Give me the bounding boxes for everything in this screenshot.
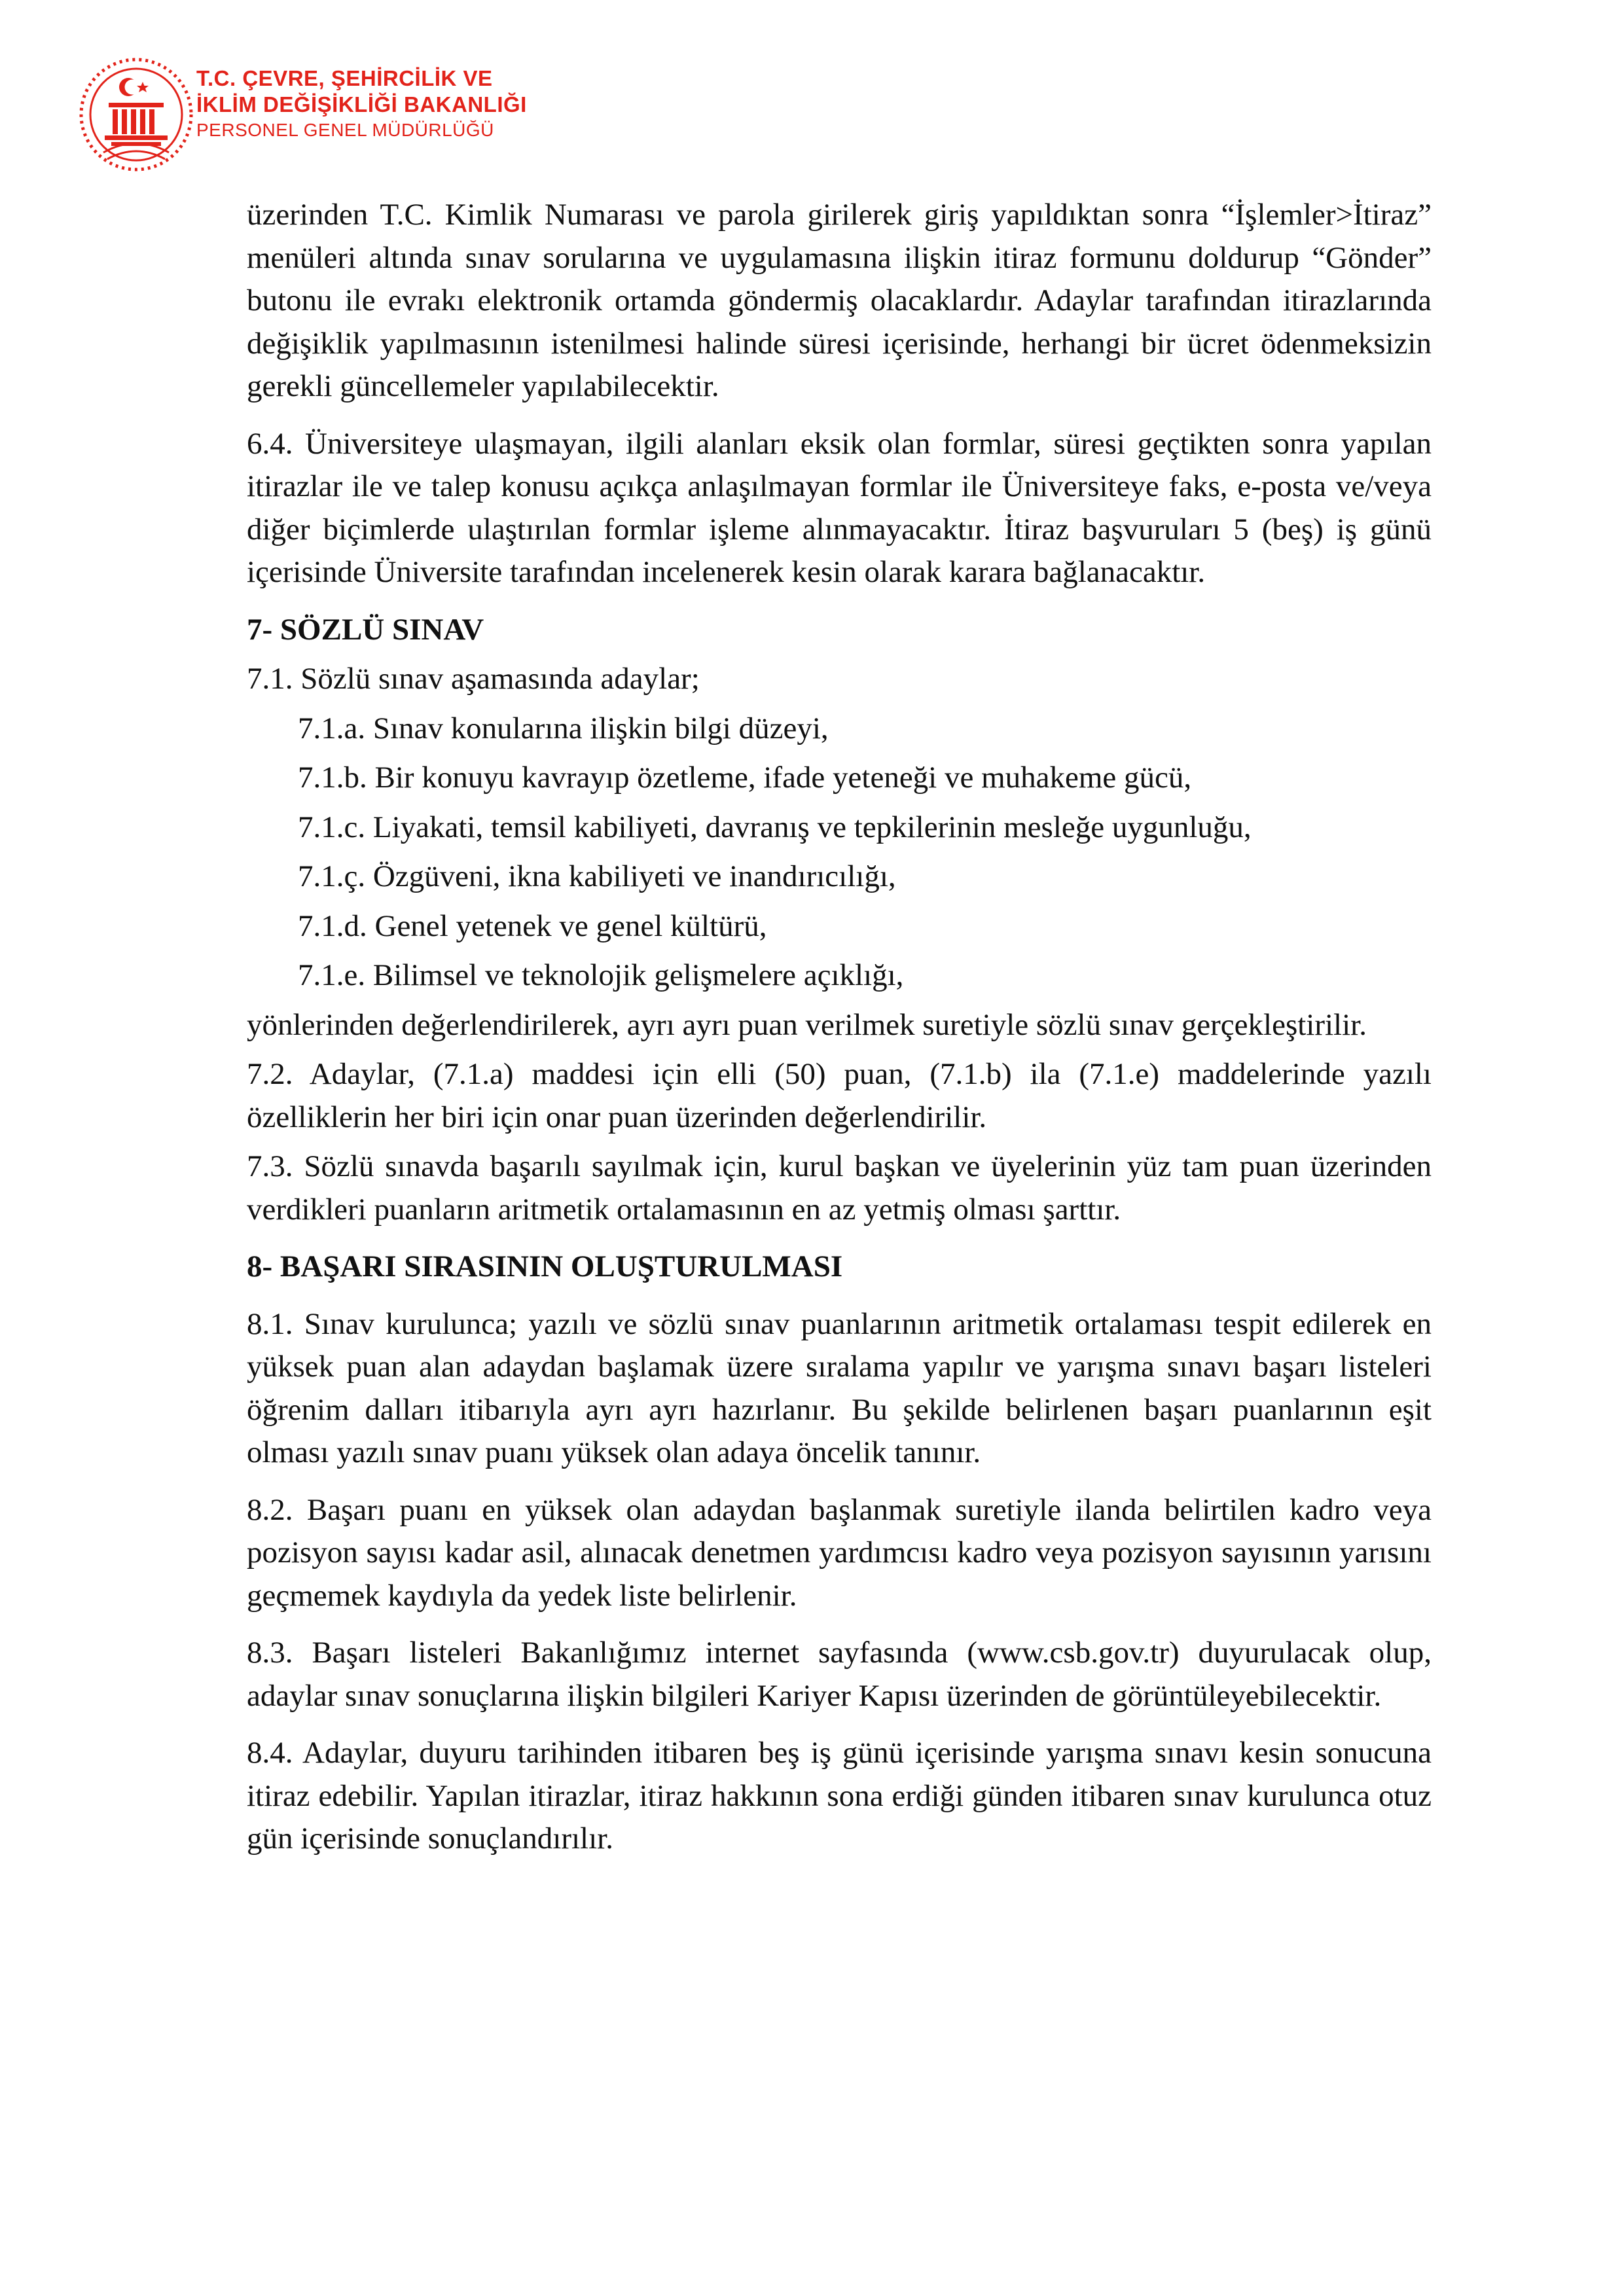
- list-item-7-1-cc: 7.1.ç. Özgüveni, ikna kabiliyeti ve inandırıcılığı,: [298, 859, 896, 893]
- org-department: PERSONEL GENEL MÜDÜRLÜĞÜ: [196, 120, 494, 140]
- paragraph-8-3: 8.3. Başarı listeleri Bakanlığımız internet sayfasında (www.csb.gov.tr) duyurulacak olup, adaylar sınav sonuçlarına ilişkin bilgileri Kariyer Kapısı üzerinden de görüntüleyebilecektir.: [247, 1636, 1432, 1713]
- ministry-emblem-icon: [77, 56, 195, 173]
- org-name-line1: T.C. ÇEVRE, ŞEHİRCİLİK VE: [196, 66, 493, 90]
- list-item-7-1-a: 7.1.a. Sınav konularına ilişkin bilgi düzeyi,: [298, 711, 829, 745]
- paragraph-8-4: 8.4. Adaylar, duyuru tarihinden itibaren beş iş günü içerisinde yarışma sınavı kesin sonucuna itiraz edebilir. Yapılan itirazlar, itiraz hakkının sona erdiği günden itibaren sınav kurulunca otuz gün içerisinde sonuçlandırılır.: [247, 1736, 1432, 1856]
- section-heading-8: 8- BAŞARI SIRASININ OLUŞTURULMASI: [247, 1249, 843, 1283]
- paragraph-7-2: 7.2. Adaylar, (7.1.a) maddesi için elli (50) puan, (7.1.b) ila (7.1.e) maddelerinde yazılı özelliklerin her biri için onar puan üzerinden değerlendirilir.: [247, 1057, 1432, 1134]
- list-item-7-1-c: 7.1.c. Liyakati, temsil kabiliyeti, davranış ve tepkilerinin mesleğe uygunluğu,: [298, 810, 1252, 844]
- paragraph-7-3: 7.3. Sözlü sınavda başarılı sayılmak için, kurul başkan ve üyelerinin yüz tam puan üzerinden verdikleri puanların aritmetik ortalamasının en az yetmiş olması şarttır.: [247, 1149, 1432, 1227]
- document-body: [247, 194, 1432, 1861]
- paragraph-6-4: 6.4. Üniversiteye ulaşmayan, ilgili alanları eksik olan formlar, süresi geçtikten sonra yapılan itirazlar ile ve talep konusu açıkça anlaşılmayan formlar ile Üniversiteye faks, e-posta ve/veya diğer biçimlerde ulaştırılan formlar işleme alınmayacaktır. İtiraz başvuruları 5 (beş) iş günü içerisinde Üniversite tarafından incelenerek kesin olarak karara bağlanacaktır.: [247, 426, 1432, 589]
- section-heading-7: 7- SÖZLÜ SINAV: [247, 612, 484, 647]
- organization-name: [196, 65, 527, 143]
- paragraph-continuation: üzerinden T.C. Kimlik Numarası ve parola girilerek giriş yapıldıktan sonra “İşlemler>İtiraz” menüleri altında sınav sorularına ve uygulamasına ilişkin itiraz formunu doldurup “Gönder” butonu ile evrakı elektronik ortamda göndermiş olacaklardır. Adaylar tarafından itirazlarında değişiklik yapılmasının istenilmesi halinde süresi içerisinde, herhangi bir ücret ödenmeksizin gerekli güncellemeler yapılabilecektir.: [247, 198, 1432, 403]
- paragraph-7-1-conclusion: yönlerinden değerlendirilerek, ayrı ayrı puan verilmek suretiyle sözlü sınav gerçekleştirilir.: [247, 1007, 1367, 1042]
- paragraph-8-1: 8.1. Sınav kurulunca; yazılı ve sözlü sınav puanlarının aritmetik ortalaması tespit edilerek en yüksek puan alan adaydan başlamak üzere sıralama yapılır ve yarışma sınavı başarı listeleri öğrenim dalları itibarıyla ayrı ayrı hazırlanır. Bu şekilde belirlenen başarı puanlarının eşit olması yazılı sınav puanı yüksek olan adaya öncelik tanınır.: [247, 1306, 1432, 1469]
- list-item-7-1-d: 7.1.d. Genel yetenek ve genel kültürü,: [298, 908, 767, 943]
- list-item-7-1-e: 7.1.e. Bilimsel ve teknolojik gelişmelere açıklığı,: [298, 958, 904, 992]
- list-item-7-1-b: 7.1.b. Bir konuyu kavrayıp özetleme, ifade yeteneği ve muhakeme gücü,: [298, 761, 1192, 795]
- paragraph-8-2: 8.2. Başarı puanı en yüksek olan adaydan başlanmak suretiyle ilanda belirtilen kadro veya pozisyon sayısı kadar asil, alınacak denetmen yardımcısı kadro veya pozisyon sayısının yarısını geçmemek kaydıyla da yedek liste belirlenir.: [247, 1492, 1432, 1613]
- paragraph-7-1: 7.1. Sözlü sınav aşamasında adaylar;: [247, 662, 700, 696]
- org-name-line2: İKLİM DEĞİŞİKLİĞİ BAKANLIĞI: [196, 92, 527, 117]
